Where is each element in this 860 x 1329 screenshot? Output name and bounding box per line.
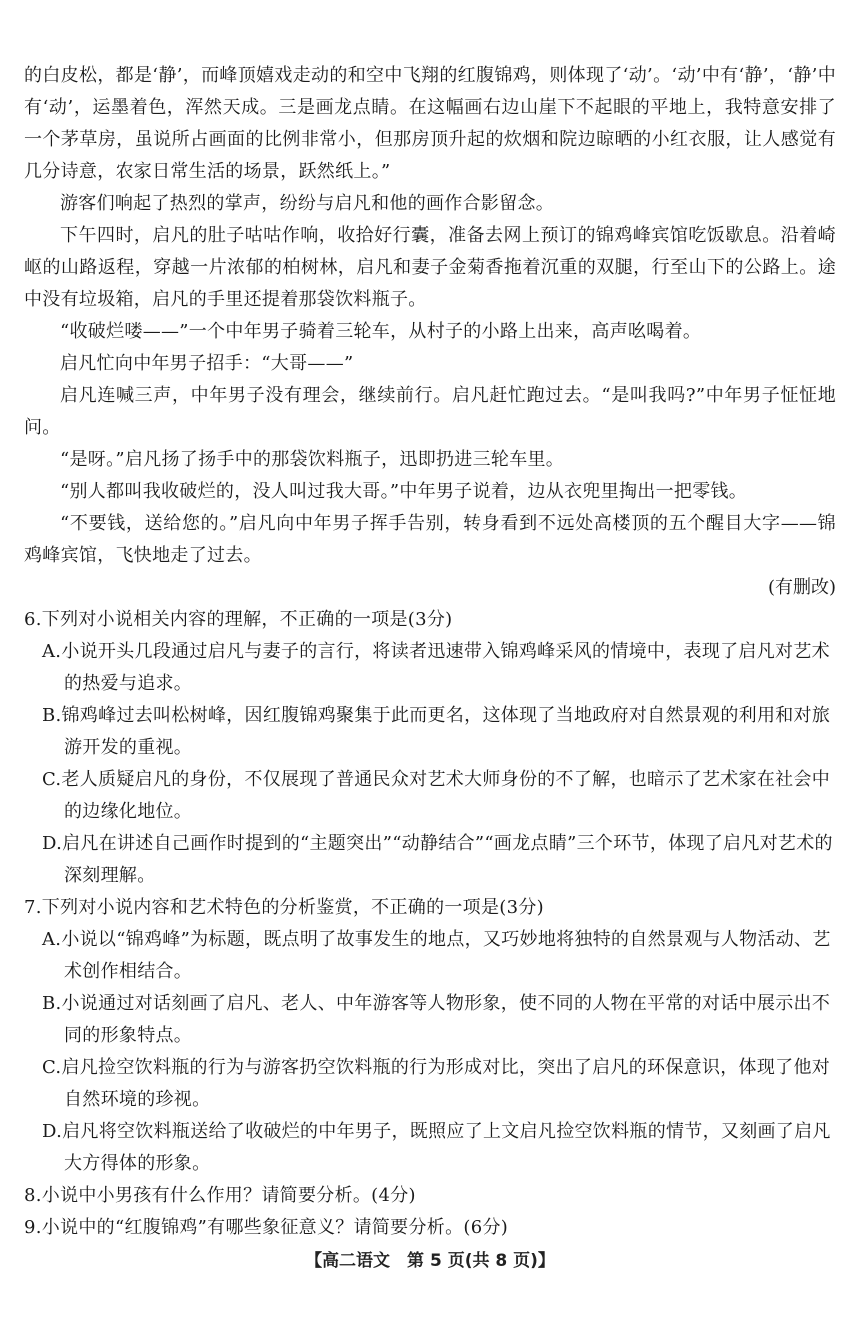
option-c: C.启凡捡空饮料瓶的行为与游客扔空饮料瓶的行为形成对比，突出了启凡的环保意识，体现了他对自然环境的珍视。 (42, 1057, 831, 1110)
story-paragraph-7: “是呀。”启凡扬了扬手中的那袋饮料瓶子，迅即扔进三轮车里。 (60, 449, 565, 470)
option-a: A.小说以“锦鸡峰”为标题，既点明了故事发生的地点，又巧妙地将独特的自然景观与人物活动、艺术创作相结合。 (42, 929, 831, 982)
story-paragraph-5: 启凡忙向中年男子招手：“大哥——” (60, 353, 354, 374)
option-a: A.小说开头几段通过启凡与妻子的言行，将读者迅速带入锦鸡峰采风的情境中，表现了启凡对艺术的热爱与追求。 (42, 641, 830, 694)
option-b: B.小说通过对话刻画了启凡、老人、中年游客等人物形象，使不同的人物在平常的对话中展示出不同的形象特点。 (42, 993, 831, 1046)
question-stem: 7.下列对小说内容和艺术特色的分析鉴赏，不正确的一项是(3分) (24, 897, 544, 918)
question-8: 8.小说中小男孩有什么作用？请简要分析。(4分) (24, 1185, 416, 1206)
story-paragraph-3: 下午四时，启凡的肚子咕咕作响，收拾好行囊，准备去网上预订的锦鸡峰宾馆吃饭歇息。沿着崎岖的山路返程，穿越一片浓郁的柏树林，启凡和妻子金菊香拖着沉重的双腿，行至山下的公路上。途中没有垃圾箱，启凡的手里还提着那袋饮料瓶子。 (24, 225, 836, 310)
question-7 (24, 892, 836, 1180)
option-d: D.启凡在讲述自己画作时提到的“主题突出”“动静结合”“画龙点睛”三个环节，体现了启凡对艺术的深刻理解。 (42, 833, 833, 886)
story-paragraph-8: “别人都叫我收破烂的，没人叫过我大哥。”中年男子说着，边从衣兜里掏出一把零钱。 (60, 481, 748, 502)
story-paragraph-9: “不要钱，送给您的。”启凡向中年男子挥手告别，转身看到不远处高楼顶的五个醒目大字——锦鸡峰宾馆，飞快地走了过去。 (24, 513, 836, 566)
story-paragraph-2: 游客们响起了热烈的掌声，纷纷与启凡和他的画作合影留念。 (60, 193, 555, 214)
edit-note: (有删改) (767, 577, 836, 598)
story-paragraph-4: “收破烂喽——”一个中年男子骑着三轮车，从村子的小路上出来，高声吆喝着。 (60, 321, 702, 342)
question-9: 9.小说中的“红腹锦鸡”有哪些象征意义？请简要分析。(6分) (24, 1217, 509, 1238)
story-text (24, 60, 836, 604)
option-c: C.老人质疑启凡的身份，不仅展现了普通民众对艺术大师身份的不了解，也暗示了艺术家在社会中的边缘化地位。 (42, 769, 831, 822)
option-d: D.启凡将空饮料瓶送给了收破烂的中年男子，既照应了上文启凡捡空饮料瓶的情节，又刻画了启凡大方得体的形象。 (42, 1121, 831, 1174)
question-6 (24, 604, 836, 892)
story-paragraph-1: 的白皮松，都是‘静’，而峰顶嬉戏走动的和空中飞翔的红腹锦鸡，则体现了‘动’。‘动’中有‘静’，‘静’中有‘动’，运墨着色，浑然天成。三是画龙点睛。在这幅画右边山崖下不起眼的平地上，我特意安排了一个茅草房，虽说所占画面的比例非常小，但那房顶升起的炊烟和院边晾晒的小红衣服，让人感觉有几分诗意，农家日常生活的场景，跃然纸上。” (24, 65, 836, 182)
story-paragraph-6: 启凡连喊三声，中年男子没有理会，继续前行。启凡赶忙跑过去。“是叫我吗?”中年男子怔怔地问。 (24, 385, 836, 438)
option-b: B.锦鸡峰过去叫松树峰，因红腹锦鸡聚集于此而更名，这体现了当地政府对自然景观的利用和对旅游开发的重视。 (42, 705, 831, 758)
page-footer: 【高二语文 第 5 页(共 8 页)】 (305, 1251, 555, 1271)
question-stem: 6.下列对小说相关内容的理解，不正确的一项是(3分) (24, 609, 453, 630)
